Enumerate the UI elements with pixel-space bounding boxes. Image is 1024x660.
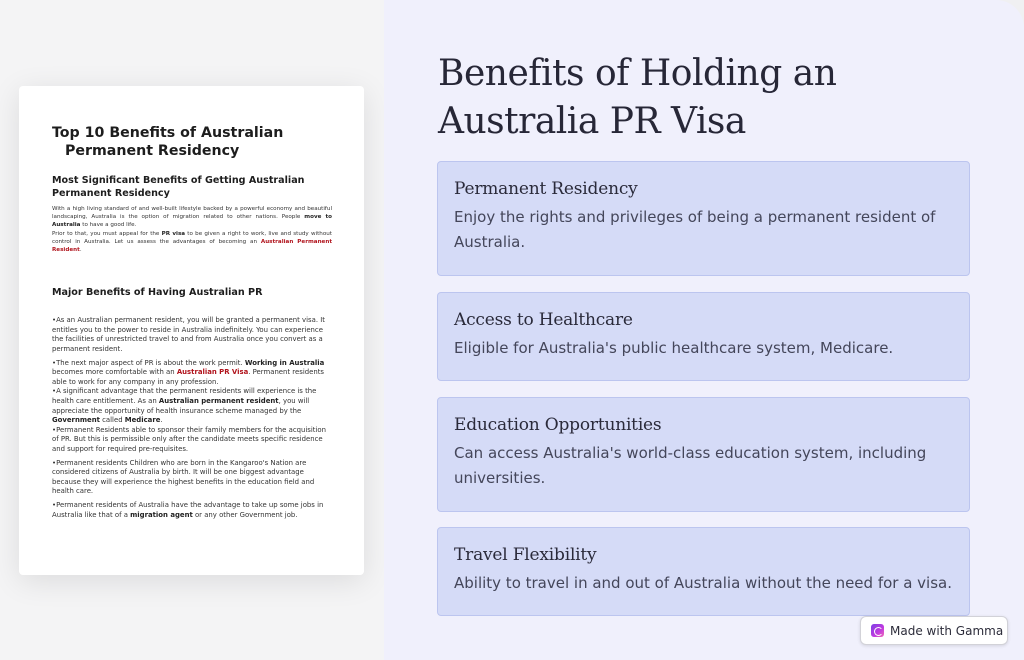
card-title: Access to Healthcare [454,310,633,330]
document-intro-paragraph-2: Prior to that, you must appeal for the PR visa to be given a right to work, live and study without control in Australia. Let us assess the advantages of becoming an Australian Permanent Resident. [52,230,332,254]
reference-document-panel [0,0,384,660]
card-text: Eligible for Australia's public healthcare system, Medicare. [454,339,894,357]
list-item: •As an Australian permanent resident, you will be granted a permanent visa. It entitles you to the power to reside in Australia indefinitely. You can experience the facilities of unrestricted travel to and from Australia once you convert as a permanent resident. [52,316,325,353]
card-title: Education Opportunities [454,415,662,435]
document-benefits-list [52,316,332,520]
document-title-line1: Top 10 Benefits of Australian [52,125,284,141]
benefit-card-education[interactable] [437,397,970,512]
made-with-gamma-button[interactable] [860,616,1008,645]
document-section2-heading: Major Benefits of Having Australian PR [52,287,263,299]
list-item: •Permanent Residents able to sponsor their family members for the acquisition of PR. But this is permissible only after the candidate meets specific residence and support for required pre-requisites. [52,425,326,453]
slide-title [438,50,998,146]
reference-document [19,86,364,575]
badge-label: Made with Gamma [890,623,1004,638]
document-title-line2: Permanent Residency [65,143,240,159]
benefit-card-permanent-residency[interactable] [437,161,970,276]
document-title [52,124,332,160]
card-title: Permanent Residency [454,179,638,199]
link-australian-permanent-resident[interactable]: Australian Permanent Resident [52,238,332,254]
generated-slide [384,0,1024,660]
link-australian-pr-visa[interactable]: Australian PR Visa [176,368,249,377]
card-text: Ability to travel in and out of Australia without the need for a visa. [454,574,952,592]
document-section1-heading: Most Significant Benefits of Getting Australian Permanent Residency [52,175,305,199]
list-item: •Permanent residents of Australia have the advantage to take up some jobs in Australia like that of a migration agent or any other Government job. [52,500,324,519]
document-intro-paragraph-1: With a high living standard of and well-built lifestyle backed by a powerful economy and beautiful landscaping, Australia is the option of migration related to other nations. People move to Australia to have a good life. [52,206,333,229]
benefit-card-healthcare[interactable] [437,292,970,381]
gamma-logo-icon [871,624,884,637]
list-item: •Permanent residents Children who are born in the Kangaroo's Nation are considered citizens of Australia by birth. It will be one biggest advantage because they will experience the highest benefits in the education field and health care. [52,458,315,496]
card-title: Travel Flexibility [454,545,597,565]
slide-title-line2: Australia PR Visa [438,101,746,142]
slide-title-line1: Benefits of Holding an [438,53,837,94]
list-item: •The next major aspect of PR is about the work permit. Working in Australia becomes more comfortable with an Australian PR Visa. Permanent residents able to work for any company in any profession. [52,358,325,386]
card-text: Enjoy the rights and privileges of being a permanent resident of Australia. [454,208,936,251]
benefit-card-travel[interactable] [437,527,970,616]
list-item: •A significant advantage that the permanent residents will experience is the health care entitlement. As an Australian permanent resident, you will appreciate the opportunity of health insurance scheme managed by the Government called Medicare. [52,387,317,425]
card-text: Can access Australia's world-class education system, including universities. [454,444,927,487]
